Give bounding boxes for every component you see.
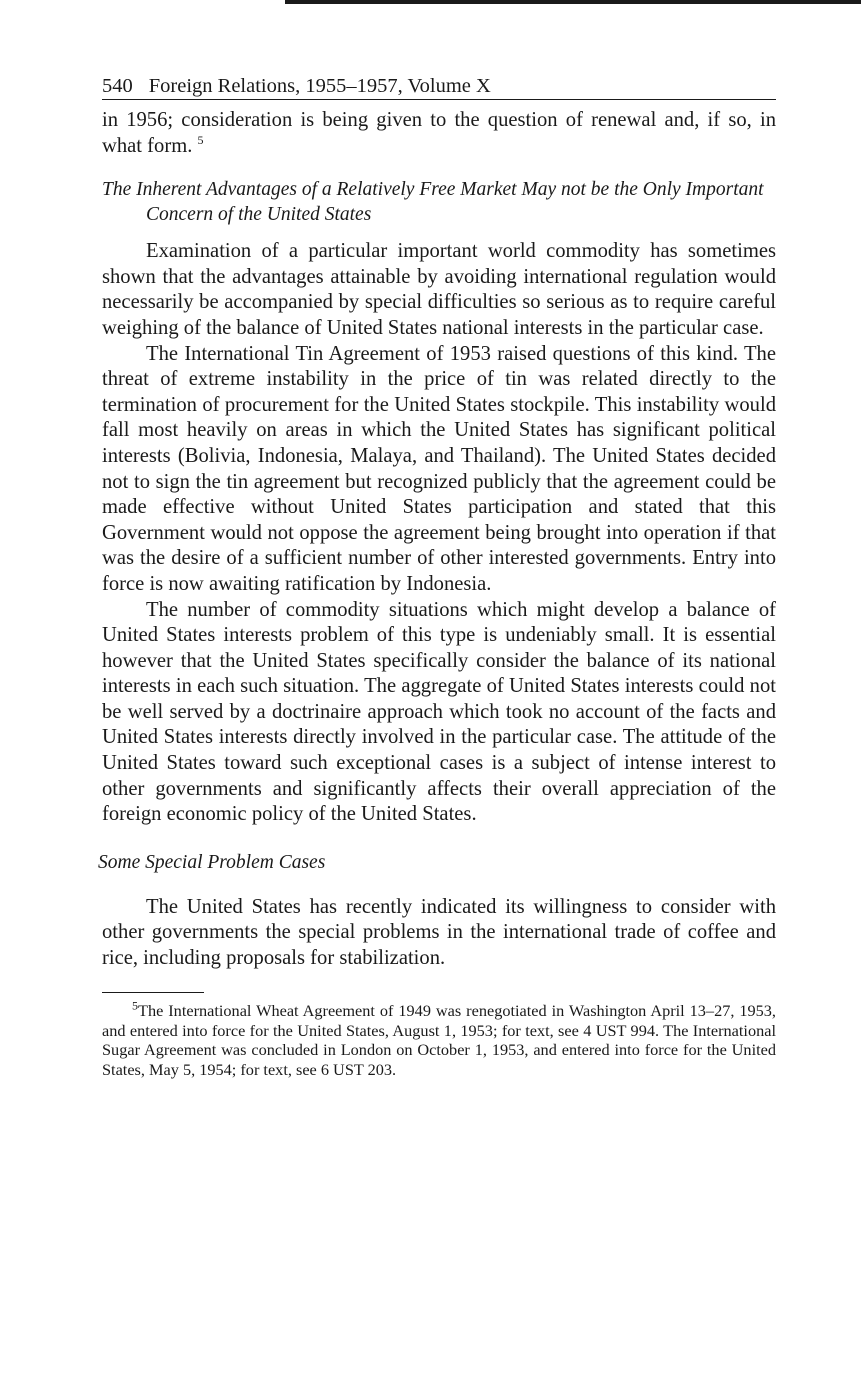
body-text [98,108,776,972]
continuation-paragraph [102,108,776,159]
document-page [98,74,776,1080]
section-heading-special-cases: Some Special Problem Cases [98,851,326,873]
top-edge-rule [285,0,861,4]
footnote-marker: 5 [132,998,138,1013]
footnote-text: The International Wheat Agreement of 1949 was renegotiated in Washington April 13–27, 1953, and entered into force for the United States, August 1, 1953; for text, see 4 UST 994. The International Sugar Agreement was concluded in London on October 1, 1953, and entered into force for the United States, May 5, 1954; for text, see 6 UST 203. [102,1001,776,1079]
page-number: 540 [102,75,133,97]
paragraph-commodity-situations: The number of commodity situations which might develop a balance of United States interests problem of this type is undeniably small. It is essential however that the United States specifically consider the balance of its national interests in each such situation. The aggregate of United States interests could not be well served by a doctrinaire approach which took no account of the facts and United States interests directly involved in the particular case. The attitude of the United States toward such exceptional cases is a subject of intense interest to other governments and significantly affects their overall appreciation of the foreign economic policy of the United States. [102,598,776,826]
footnote-reference: 5 [197,132,204,147]
running-title: Foreign Relations, 1955–1957, Volume X [148,75,491,97]
paragraph-tin-agreement: The International Tin Agreement of 1953 raised questions of this kind. The threat of extreme instability in the price of tin was related directly to the termination of procurement for the United States stockpile. This instability would fall most heavily on areas in which the United States has significant political interests (Bolivia, Indonesia, Malaya, and Thailand). The United States decided not to sign the tin agreement but recognized publicly that the agreement could be made effective without United States participation and stated that this Government would not oppose the agreement being brought into operation if that was the desire of a sufficient number of other interested governments. Entry into force is now awaiting ratification by Indonesia. [102,342,776,595]
continuation-text: in 1956; consideration is being given to the question of renewal and, if so, in what form. [102,109,776,157]
paragraph-examination: Examination of a particular important world commodity has sometimes shown that the advantages attainable by avoiding international regulation would necessarily be accompanied by special difficulties so serious as to require careful weighing of the balance of United States national interests in the particular case. [102,240,776,339]
footnote-5 [102,998,776,1079]
section-heading-free-market: The Inherent Advantages of a Relatively Free Market May not be the Only Important Concern of the United States [102,179,764,226]
footnote-divider [102,992,204,994]
footnote-block [102,998,776,1079]
running-header [102,74,776,100]
paragraph-coffee-rice: The United States has recently indicated its willingness to consider with other governments the special problems in the international trade of coffee and rice, including proposals for stabilization. [102,895,776,970]
